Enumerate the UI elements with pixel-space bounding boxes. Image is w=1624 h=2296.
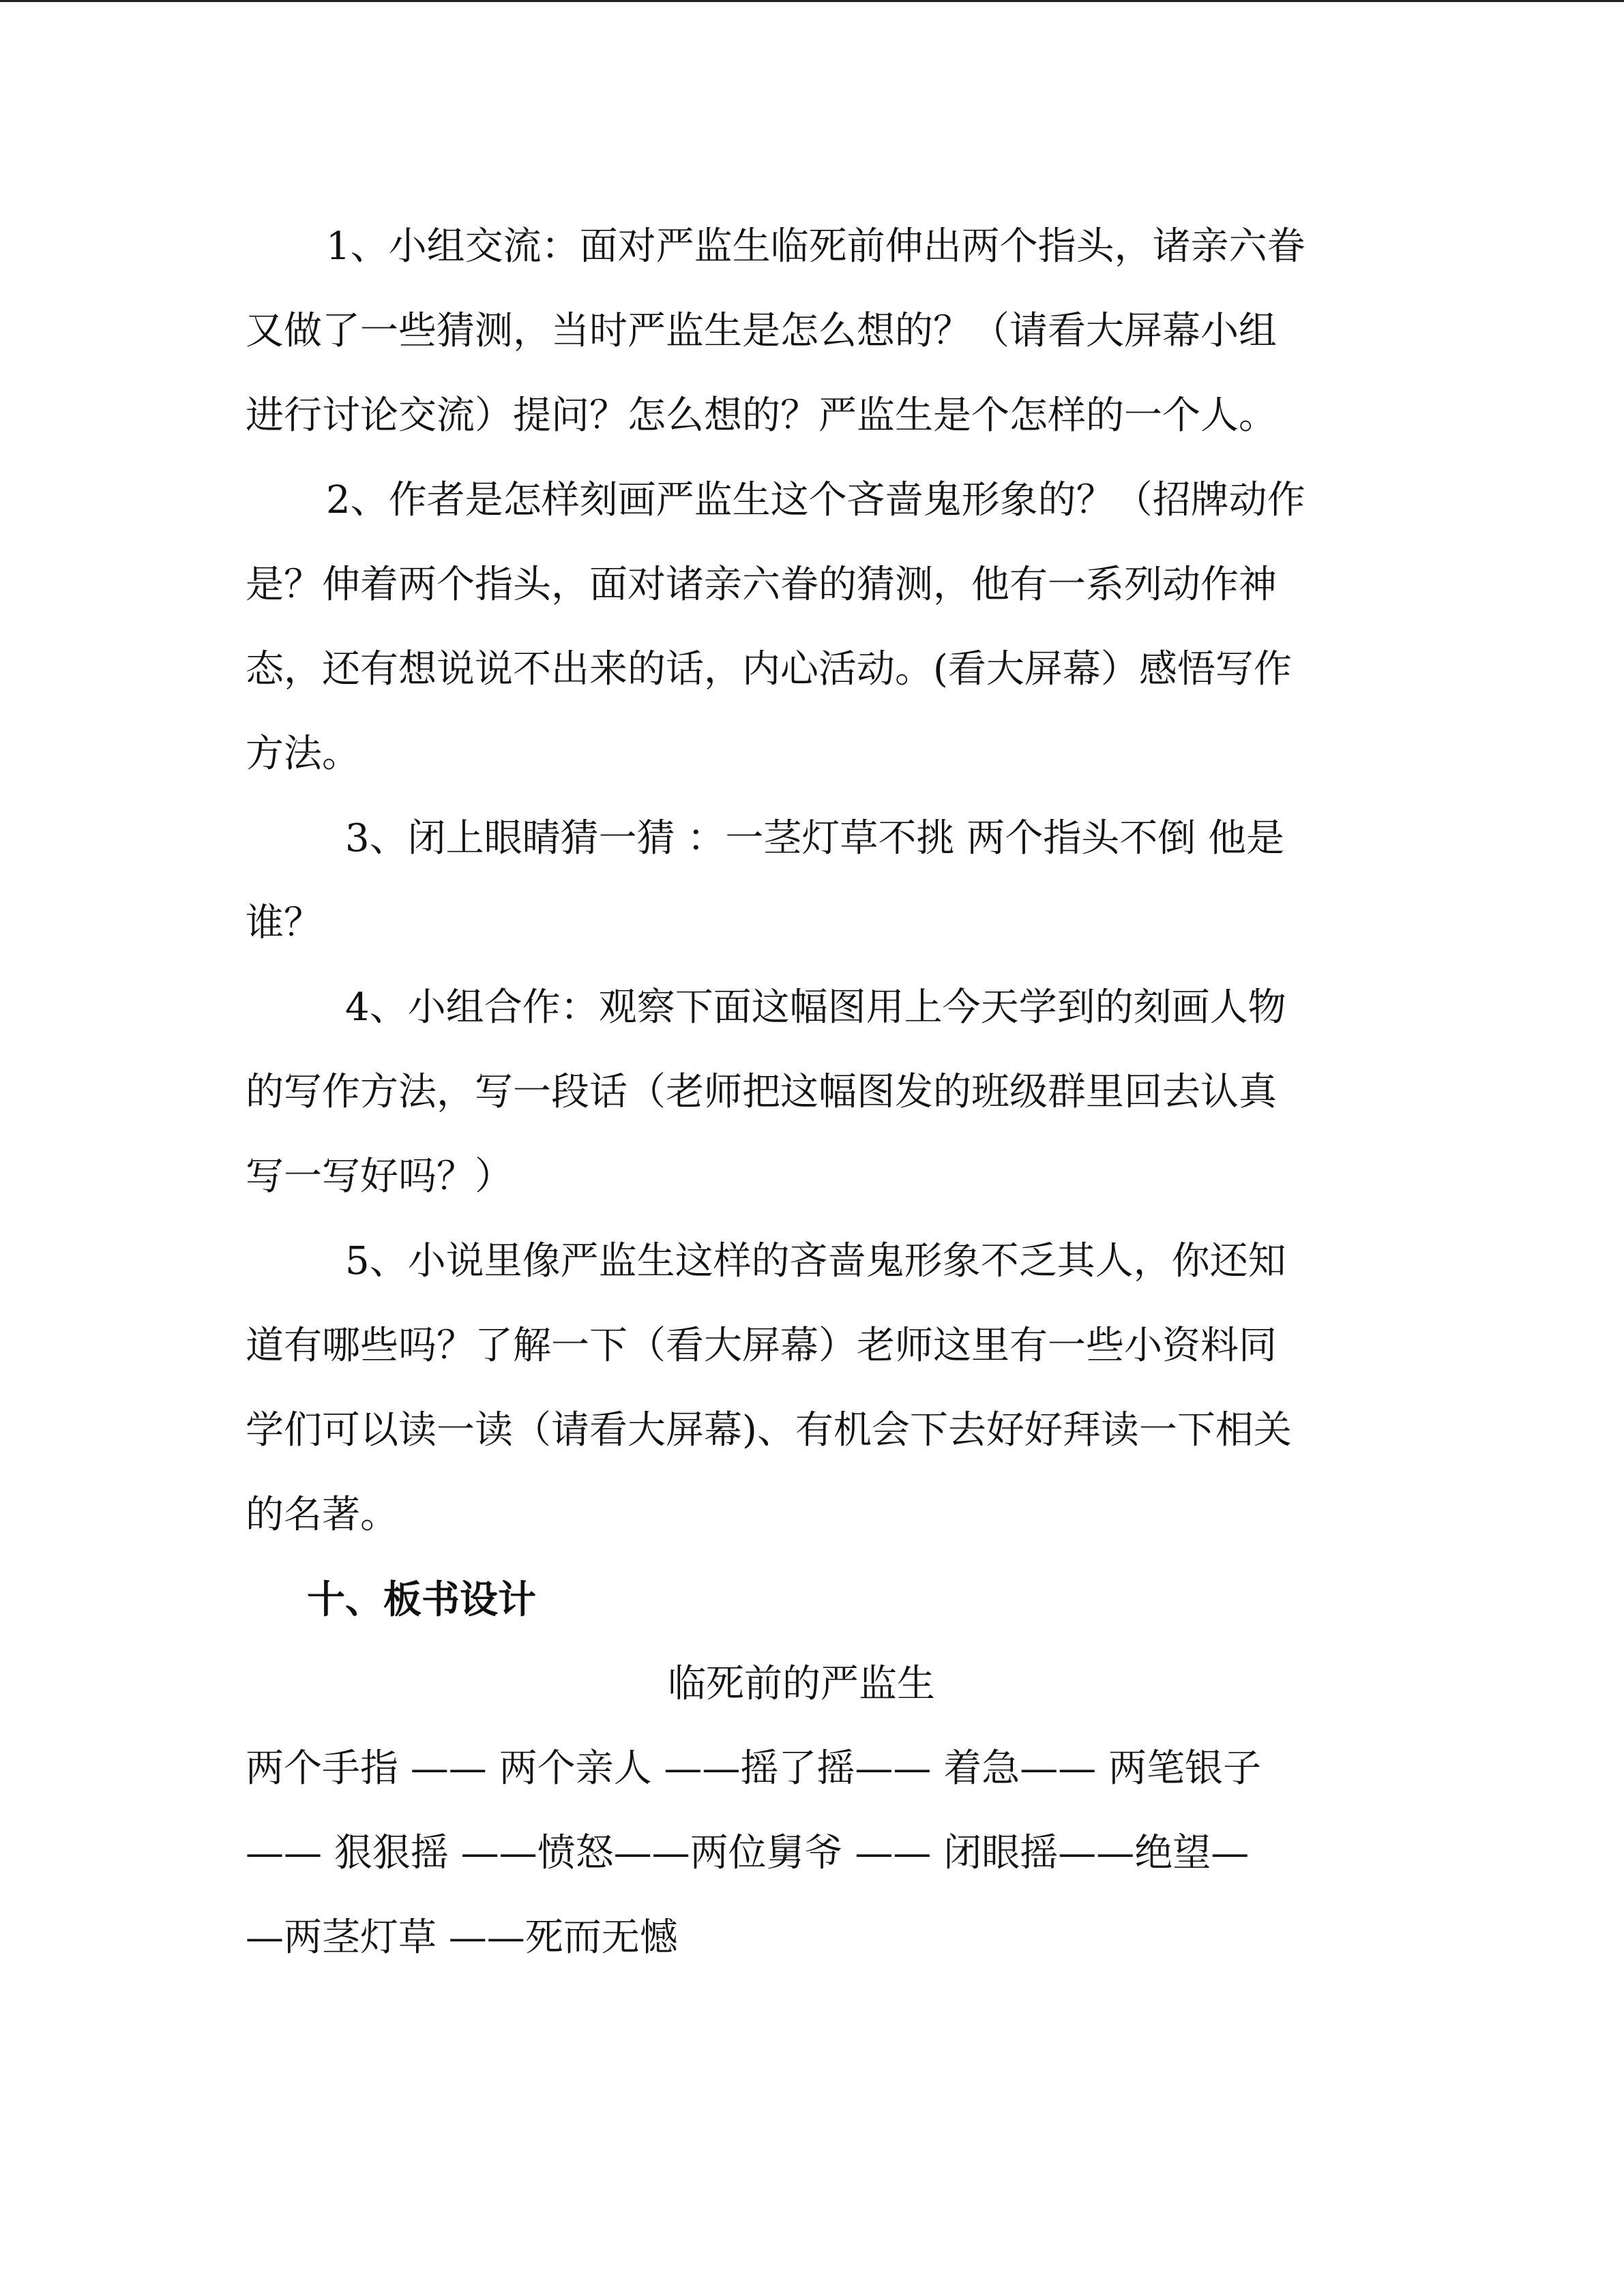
paragraph-2 [246,458,1378,796]
text-line: 又做了一些猜测，当时严监生是怎么想的？（请看大屏幕小组 [246,309,1277,353]
board-line: —两茎灯草 ——死而无憾 [246,1915,678,1960]
text-line: 的写作方法，写一段话（老师把这幅图发的班级群里回去认真 [246,1070,1277,1114]
paragraph-5 [246,1219,1378,1557]
board-line: —— 狠狠摇 ——愤怒——两位舅爷 —— 闭眼摇——绝望— [246,1831,1250,1875]
board-line: 两个手指 —— 两个亲人 ——摇了摇—— 着急—— 两笔银子 [246,1746,1262,1791]
text-line: 态，还有想说说不出来的话，内心活动。(看大屏幕）感悟写作 [246,647,1292,691]
text-line: 2、作者是怎样刻画严监生这个吝啬鬼形象的？（招牌动作 [326,478,1305,522]
paragraph-4 [246,966,1378,1219]
text-line: 方法。 [246,732,360,776]
text-line: 4、小组合作：观察下面这幅图用上今天学到的刻画人物 [345,985,1286,1030]
text-line: 的名著。 [246,1493,398,1537]
text-line: 学们可以读一读（请看大屏幕)、有机会下去好好拜读一下相关 [246,1408,1292,1452]
section-heading: 十、板书设计 [307,1577,536,1622]
document-page [246,205,1378,1980]
text-line: 3、闭上眼睛猜一猜 ：一茎灯草不挑 两个指头不倒 他是 [345,816,1285,861]
page-top-border [0,0,1624,2]
text-line: 是？伸着两个指头，面对诸亲六眷的猜测，他有一系列动作神 [246,563,1277,607]
board-content [246,1727,1378,1980]
text-line: 1、小组交流：面对严监生临死前伸出两个指头，诸亲六眷 [326,224,1305,269]
text-line: 进行讨论交流）提问？怎么想的？严监生是个怎样的一个人。 [246,393,1277,438]
text-line: 道有哪些吗？了解一下（看大屏幕）老师这里有一些小资料同 [246,1324,1277,1368]
board-title: 临死前的严监生 [668,1662,935,1706]
paragraph-1 [246,205,1378,458]
text-line: 谁？ [246,901,322,945]
text-line: 写一写好吗？） [246,1154,513,1199]
paragraph-3 [246,796,1378,966]
text-line: 5、小说里像严监生这样的吝啬鬼形象不乏其人，你还知 [345,1239,1286,1283]
